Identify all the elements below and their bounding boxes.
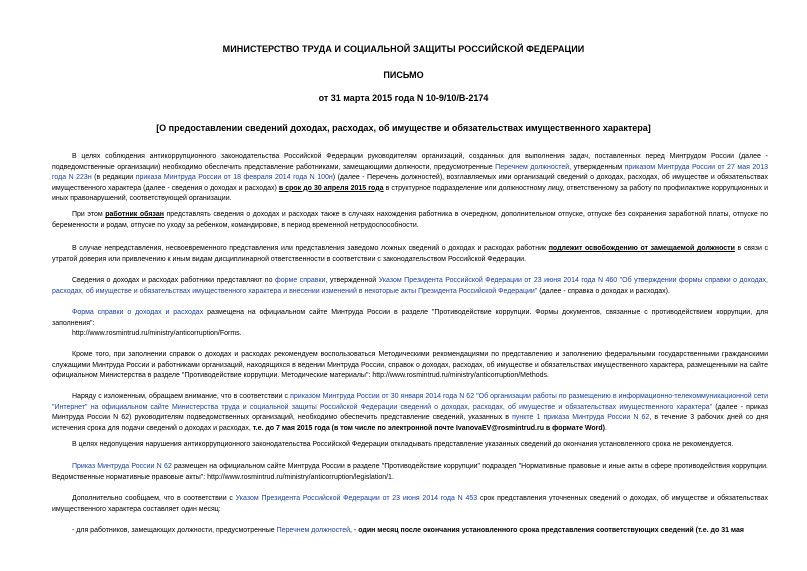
paragraph-12: - для работников, замещающих должности, предусмотренные Перечнем должностей, - один месяц после окончания установленного срока представления соответствующих сведений (т.е. до 31 мая: [72, 527, 744, 534]
link-prikaz-100n[interactable]: приказа Минтруда России от 18 февраля 2014 года N 100н: [135, 174, 333, 182]
link-ukaz-453[interactable]: Указом Президента Российской Федерации от 23 июня 2014 года N 453: [235, 495, 478, 502]
link-prikaz-223n[interactable]: приказом Минтруда России от 27 мая 2013 года N 223н: [52, 163, 768, 182]
link-prikaz-62-site[interactable]: Приказ Минтруда России N 62: [72, 463, 172, 470]
link-perechen-dolzhnostey[interactable]: Перечнем должностей: [495, 163, 570, 171]
document-subject: [О предоставлении сведений доходах, расходах, об имуществе и обязательствах имущественного характера]: [156, 123, 651, 133]
paragraph-4: Сведения о доходах и расходах работники представляют по форме справки, утвержденной Указом Президента Российской Федерации от 23 июня 2014 года N 460 "Об утверждении формы справки о доходах, расходах, об имуществе и обязательствах имущественного характера и внесении изменений в некоторые акты Президента Российской Федерации" (далее - справка о доходах и расходах).: [52, 277, 768, 295]
ministry-title: МИНИСТЕРСТВО ТРУДА И СОЦИАЛЬНОЙ ЗАЩИТЫ РОССИЙСКОЙ ФЕДЕРАЦИИ: [222, 44, 585, 54]
paragraph-8: Наряду с изложенным, обращаем внимание, что в соответствии с приказом Минтруда России от 30 января 2014 года N 62 "Об организации работы по размещению в информационно-телекоммуникационной сети "Интернет" на официальном сайте Министерства труда и социальной защиты Российской Федерации сведений о доходах, расходах, об имуществе и обязательствах имущественного характера" (далее - приказ Минтруда России N 62) руководителям подведомственных организаций, необходимо обеспечить представление сведений, указанных в пункте 1 приказа Минтруда России N 62, в течение 3 рабочих дней со дня истечения срока для подачи сведений о доходах и расходах, т.е. до 7 мая 2015 года (в том числе по электронной почте IvanovaEV@rosmintrud.ru в формате Word).: [52, 393, 768, 432]
paragraph-11: Дополнительно сообщаем, что в соответствии с Указом Президента Российской Федерации от 23 июня 2014 года N 453 срок представления уточненных сведений о доходах, об имуществе и обязательствах имущественного характера составляет один месяц:: [52, 495, 769, 513]
link-punkt-1-prikaza-62[interactable]: пункте 1 приказа Минтруда России N 62: [512, 414, 650, 422]
link-perechen-dolzhnostey-2[interactable]: Перечнем должностей: [276, 527, 351, 534]
paragraph-10: Приказ Минтруда России N 62 размещен на официальном сайте Минтруда России в разделе "Противодействие коррупции" подраздел "Нормативные правовые и иные акты в сфере противодействия коррупции. Ведомственные нормативные правовые акты": http://www.rosmintrud.ru/ministry/anticorruption/legislation/1.: [52, 463, 768, 481]
paragraph-5: Форма справки о доходах и расходах размещена на официальном сайте Минтруда России в разделе "Противодействие коррупции. Формы документов, связанные с противодействием коррупции, для заполнения":: [52, 309, 768, 327]
paragraph-1: В целях соблюдения антикоррупционного законодательства Российской Федерации руководителям организаций, созданных для выполнения задач, поставленных перед Минтрудом России (далее - подведомственные организации) необходимо обеспечить представление работниками, замещающими должности, предусмотренные Перечнем должностей, утвержденным приказом Минтруда России от 27 мая 2013 года N 223н (в редакции приказа Минтруда России от 18 февраля 2014 года N 100н) (далее - Перечень должностей), возглавляемых ими организаций сведений о доходах, расходах, об имуществе и обязательствах имущественного характера (далее - сведения о доходах и расходах) в срок до 30 апреля 2015 года в структурное подразделение или должностному лицу, ответственному за работу по профилактике коррупционных и иных правонарушений, соответствующей организации.: [52, 153, 768, 203]
paragraph-6: http://www.rosmintrud.ru/ministry/anticorruption/Forms.: [72, 330, 242, 337]
paragraph-7: Кроме того, при заполнении справок о доходах и расходах рекомендуем воспользоваться Методическими рекомендациями по представлению и заполнению федеральными государственными гражданскими служащими Минтруда России и работниками организаций, находящихся в ведении Минтруда России, справок о доходах, расходах, об имуществе и обязательствах имущественного характера, размещенными на сайте официальном Министерства в разделе "Противодействие коррупции. Методические материалы": http://www.rosmintrud.ru/ministry/anticorruption/Methods.: [52, 351, 768, 380]
paragraph-9: В целях недопущения нарушения антикоррупционного законодательства Российской Федерации откладывать представление указанных сведений до окончания установленного срока не рекомендуется.: [72, 441, 734, 448]
paragraph-2: При этом работник обязан представлять сведения о доходах и расходах также в случаях нахождения работника в очередном, дополнительном отпуске, отпуске без сохранения заработной платы, отпуске по беременности и родам, отпуске по уходу за ребенком, командировке, в период временной нетрудоспособности.: [52, 211, 768, 229]
document-date-number: от 31 марта 2015 года N 10-9/10/В-2174: [318, 93, 489, 103]
paragraph-3: В случае непредставления, несвоевременного представления или представления заведомо ложных сведений о доходах и расходах работник подлежит освобождению от замещаемой должности в связи с утратой доверия или привлечению к иным видам дисциплинарной ответственности в соответствии с законодательством Российской Федерации.: [52, 245, 769, 263]
link-forma-spravki-doc[interactable]: Форма справки о доходах и расходах: [72, 309, 204, 316]
link-prikaz-62[interactable]: приказом Минтруда России от 30 января 2014 года N 62 "Об организации работы по размещению в информационно-телекоммуникационной сети "Интернет" на официальном сайте Министерства труда и социальной защиты Российской Федерации сведений о доходах, расходах, об имуществе и обязательствах имущественного характера": [52, 393, 768, 411]
link-forma-spravki[interactable]: форме справки: [274, 277, 326, 284]
document-type: ПИСЬМО: [383, 70, 424, 80]
link-ukaz-460[interactable]: Указом Президента Российской Федерации от 23 июня 2014 года N 460 "Об утверждении формы справки о доходах, расходах, об имуществе и обязательствах имущественного характера и внесении изменений в некоторые акты Президента Российской Федерации": [52, 277, 768, 295]
